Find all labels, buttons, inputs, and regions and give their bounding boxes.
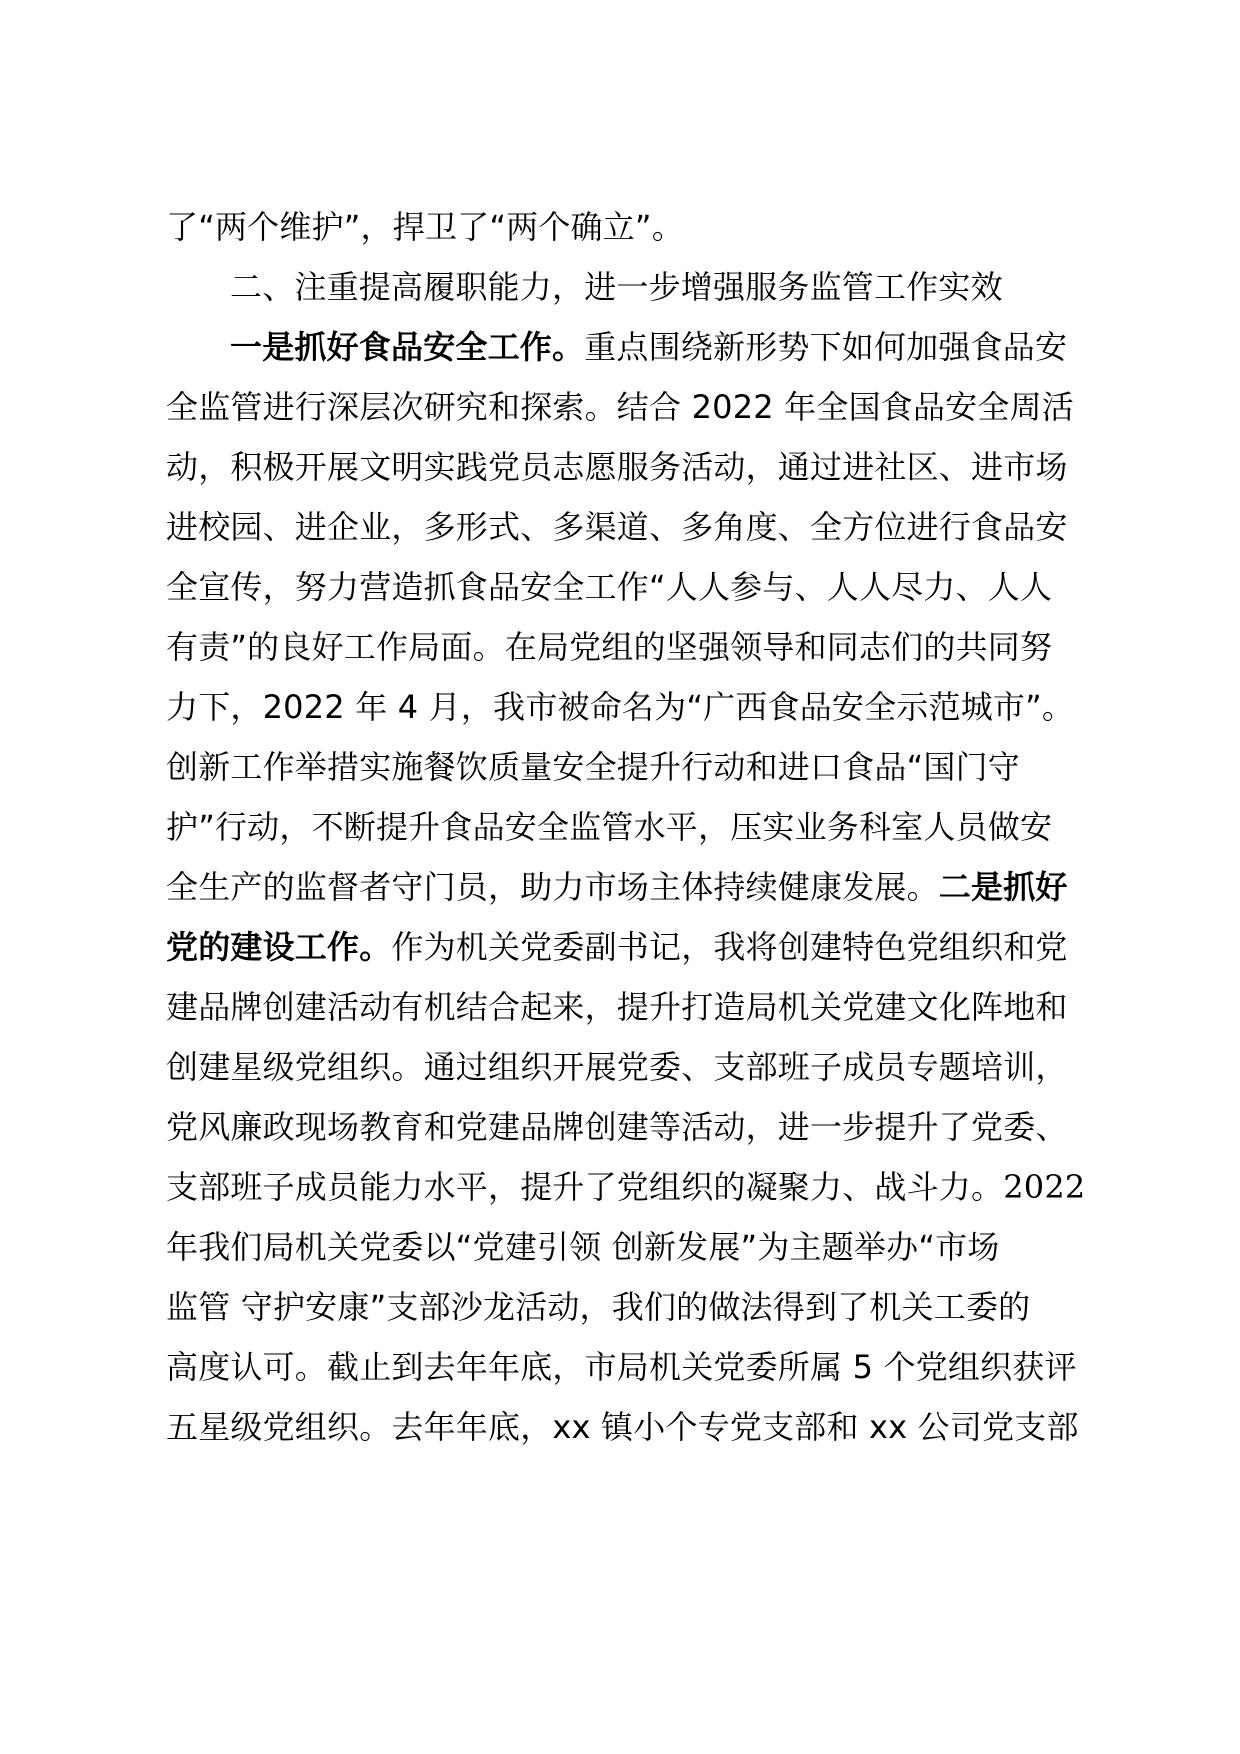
- paragraph-line-4: [166, 375, 1074, 439]
- section-heading: [230, 255, 1003, 319]
- year-number: 2022: [1003, 1168, 1086, 1206]
- bold-lead-phrase: 党的建设工作。: [166, 928, 392, 966]
- text-run: 全监管进行深层次研究和探索。结合 2022 年全国食品安全周活: [166, 388, 1074, 426]
- paragraph-line-14: [166, 975, 1068, 1039]
- text-run: 动，积极开展文明实践党员志愿服务活动，通过进社区、进市场: [166, 448, 1068, 486]
- text-run: 建品牌创建活动有机结合起来，提升打造局机关党建文化阵地和: [166, 988, 1068, 1026]
- paragraph-line-3: [230, 315, 1067, 379]
- paragraph-line-12: [166, 855, 1068, 919]
- text-run: 支部班子成员能力水平，提升了党组织的凝聚力、战斗力。: [166, 1168, 1004, 1206]
- text-run: 五星级党组织。去年年底，xx 镇小个专党支部和 xx 公司党支部: [166, 1408, 1079, 1446]
- text-run: 重点围绕新形势下如何加强食品安: [584, 328, 1068, 366]
- text-run: 创新工作举措实施餐饮质量安全提升行动和进口食品“国门守: [166, 748, 1020, 786]
- text-run: 有责”的良好工作局面。在局党组的坚强领导和同志们的共同努: [166, 628, 1053, 666]
- paragraph-line-15: [166, 1035, 1068, 1099]
- text-run: 年我们局机关党委以“党建引领 创新发展”为主题举办“市场: [166, 1228, 1000, 1266]
- paragraph-line-13: [166, 915, 1068, 979]
- text-run: 二、注重提高履职能力，进一步增强服务监管工作实效: [230, 268, 1003, 306]
- paragraph-line-19: [166, 1275, 1030, 1339]
- paragraph-line-9: [166, 675, 1074, 739]
- paragraph-line-17: [166, 1155, 1085, 1219]
- paragraph-line-1: [166, 195, 684, 259]
- paragraph-line-18: [166, 1215, 1000, 1279]
- text-run: 监管 守护安康”支部沙龙活动，我们的做法得到了机关工委的: [166, 1288, 1031, 1326]
- paragraph-line-5: [166, 435, 1068, 499]
- text-run: 进校园、进企业，多形式、多渠道、多角度、全方位进行食品安: [166, 508, 1068, 546]
- paragraph-line-16: [166, 1095, 1068, 1159]
- bold-lead-phrase: 二是抓好: [938, 868, 1068, 906]
- text-run: 了“两个维护”，捍卫了“两个确立”。: [166, 208, 684, 246]
- paragraph-line-10: [166, 735, 1020, 799]
- text-run: 党风廉政现场教育和党建品牌创建等活动，进一步提升了党委、: [166, 1108, 1068, 1146]
- paragraph-line-11: [166, 795, 1052, 859]
- paragraph-line-21: [166, 1395, 1079, 1459]
- paragraph-line-8: [166, 615, 1052, 679]
- text-run: 全宣传，努力营造抓食品安全工作“人人参与、人人尽力、人人: [166, 568, 1053, 606]
- text-run: 高度认可。截止到去年年底，市局机关党委所属 5 个党组织获评: [166, 1348, 1077, 1386]
- text-run: 作为机关党委副书记，我将创建特色党组织和党: [391, 928, 1068, 966]
- text-run: 力下，2022 年 4 月，我市被命名为“广西食品安全示范城市”。: [166, 688, 1075, 726]
- text-run: 创建星级党组织。通过组织开展党委、支部班子成员专题培训，: [166, 1048, 1068, 1086]
- text-run: 全生产的监督者守门员，助力市场主体持续健康发展。: [166, 868, 939, 906]
- paragraph-line-6: [166, 495, 1068, 559]
- text-run: 护”行动，不断提升食品安全监管水平，压实业务科室人员做安: [166, 808, 1053, 846]
- bold-lead-phrase: 一是抓好食品安全工作。: [230, 328, 585, 366]
- paragraph-line-20: [166, 1335, 1077, 1399]
- paragraph-line-7: [166, 555, 1052, 619]
